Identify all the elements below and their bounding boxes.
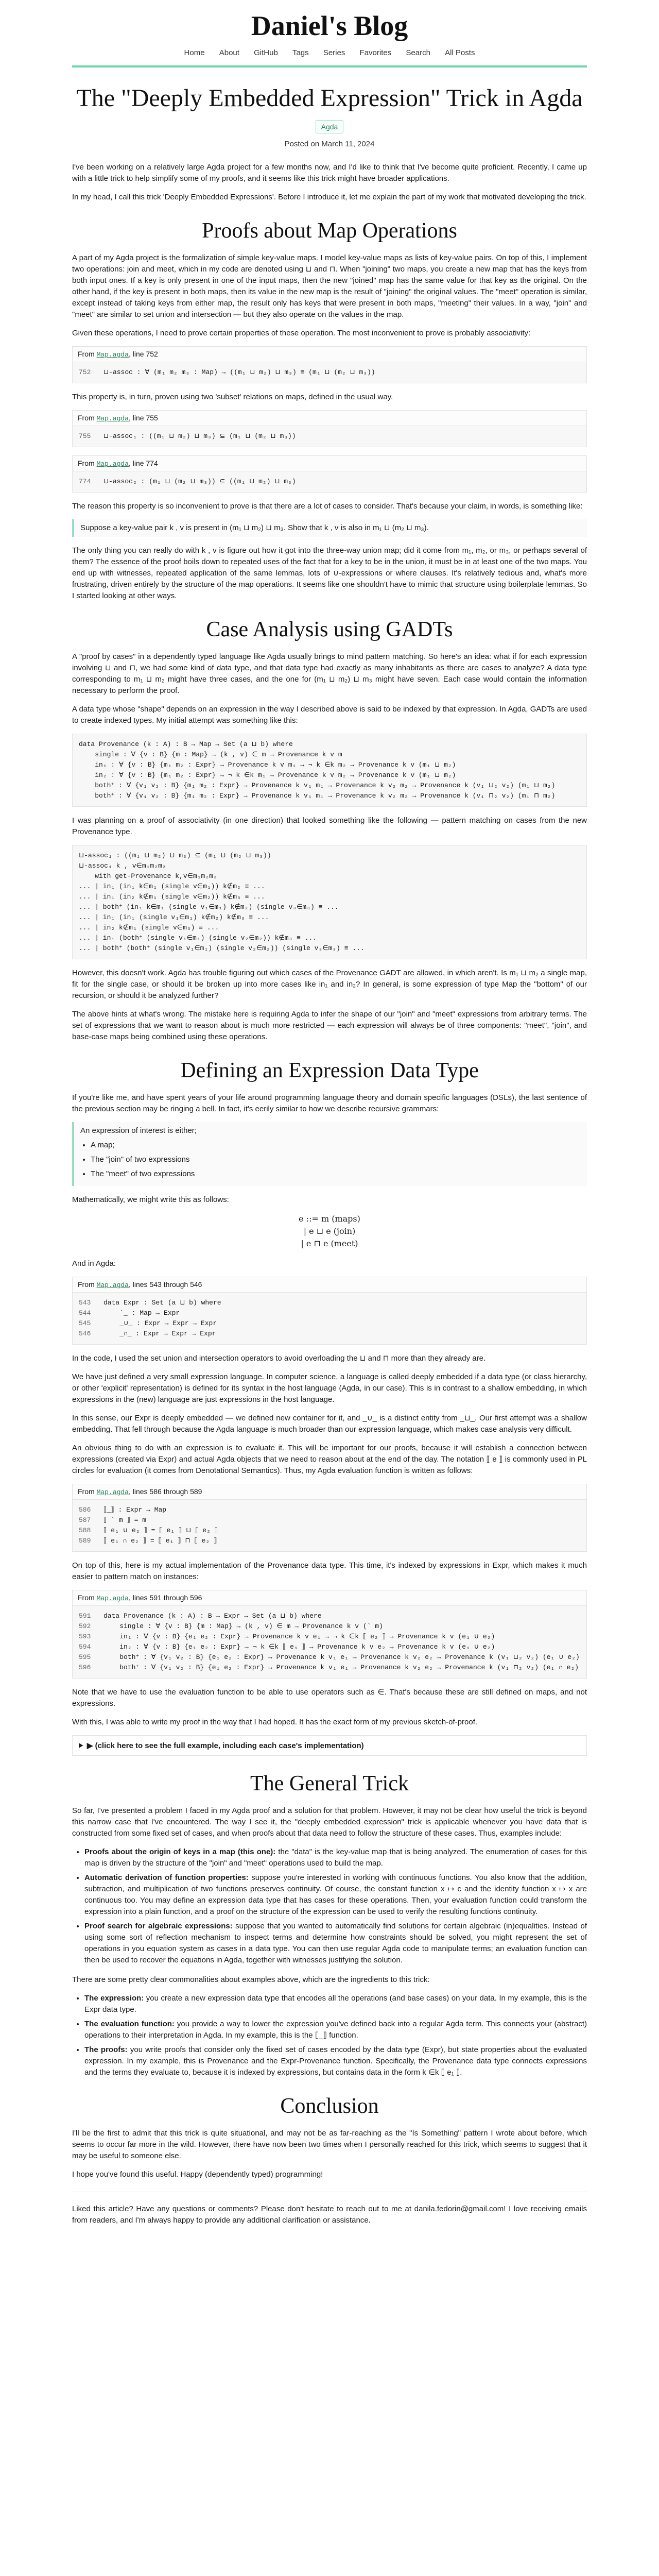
file-link[interactable]: Map.agda [96,1595,129,1602]
accent-bar [72,65,587,67]
paragraph: A data type whose "shape" depends on an expression in the way I described above is said to be indexed by that expression. In Agda, GADTs are used to create indexed types. My initial attempt was something like this: [72,705,587,725]
full-example-summary[interactable]: ▶ (click here to see the full example, including each case's implementation) [86,1741,364,1750]
paragraph: However, this doesn't work. Agda has trouble figuring out which cases of the Provenance GADT are allowed, in which aren't. Is m₁ ⊔ m₂ a single map, fit for the single case, or should it be broken up into more cases like in₁ and in₂? In general, is some expression of type Map the "bottom" of our recursion, or should it be analyzed further? [72,969,587,1000]
code-block: 543 data Expr : Set (a ⊔ b) where 544 `_ : Map → Expr 545 _∪_ : Expr → Expr → Expr 546 _∩_ : Expr → Expr → Expr [73,1293,586,1344]
tag-agda[interactable]: Agda [316,120,344,133]
paragraph: With this, I was able to write my proof in the way that I had hoped. It has the exact form of my previous sketch-of-proof. [72,1718,478,1726]
paragraph: There are some pretty clear commonalities about examples above, which are the ingredients to this trick: [72,1975,430,1984]
paragraph: The reason this property is so inconvenient to prove is that there are a lot of cases to consider. That's because your claim, in words, is something like: [72,502,583,511]
file-link[interactable]: Map.agda [96,351,129,359]
nav-home[interactable]: Home [184,48,205,57]
code-snippet [72,410,587,447]
tag-row [72,120,587,133]
file-link[interactable]: Map.agda [96,460,129,468]
list-item: • The proofs: you write proofs that consider only the fixed set of cases encoded by the data type (Expr), but state properties about the evaluated expression. In my example, this is Provenance and the Expr-Provenance function. Specifically, the Provenance data type connects expressions and the terms they evaluate to, because it is indexed by expressions, but contains data in the form k ∈k ⟦ e₁ ⟧. [84,2044,587,2078]
paragraph: Given these operations, I need to prove certain properties of these operation. The most inconvenient to prove is probably associativity: [72,329,531,337]
paragraph: Note that we have to use the evaluation function to be able to use operators such as ∈. That's because these are still defined on maps, and not expressions. [72,1688,587,1708]
section-heading-expr-type: Defining an Expression Data Type [180,1059,479,1082]
paragraph: So far, I've presented a problem I faced in my Agda proof and a solution for that problem. However, it may not be clear how useful the trick is beyond this narrow case that I've encountered. The way I see it, the "deeply embedded expression" trick is applicable whenever you have data that is constructed from some fixed set of cases, and when proofs about that data need to follow the structure of these cases. Thus, examples include: [72,1806,587,1838]
section-heading-conclusion: Conclusion [280,2094,379,2118]
paragraph: If you're like me, and have spent years of your life around programming language theory and domain specific languages (DSLs), the last sentence of the previous section may be ringing a bell. In fact, it's eerily similar to how we describe recursive grammars: [72,1093,587,1113]
intro-paragraph-1: I've been working on a relatively large Agda project for a few months now, and I'd like to think that I've become quite proficient. Recently, I came up with a little trick to help simplify some of my proofs, and it seems like this trick might have broader applications. [72,163,587,183]
section-heading-general-trick: The General Trick [250,1772,409,1795]
code-source: From Map.agda, line 752 [73,347,586,362]
code-snippet [72,1484,587,1552]
code-source: From Map.agda, line 755 [73,411,586,426]
site-header [72,0,587,57]
paragraph: In the code, I used the set union and intersection operators to avoid overloading the ⊔ and ⊓ more than they already are. [72,1354,486,1363]
code-source: From Map.agda, line 774 [73,456,586,471]
list-item: • Proof search for algebraic expressions: suppose that you wanted to automatically find solutions for certain algebraic (in)equalities. Instead of using some sort of reflection mechanism to inspect terms and determine how constraints should be solved, you might represent the set of operations in you equation system as cases in a data type. You can then use regular Agda code to manipulate terms; an evaluation function can then be used to recover the equations in Agda, together with witnesses justifying the solution. [84,1921,587,1966]
site-title[interactable]: Daniel's Blog [251,10,408,41]
nav-tags[interactable]: Tags [292,48,309,57]
list-item: • The expression: you create a new expression data type that encodes all the operations (and base cases) on your data. In my example, this is the Expr data type. [84,1993,587,2015]
code-block: 755 ⊔-assoc₁ : ((m₁ ⊔ m₂) ⊔ m₃) ⊆ (m₁ ⊔ (m₂ ⊔ m₃)) [73,426,586,447]
paragraph: The only thing you can really do with k , v is figure out how it got into the three-way union map; did it come from m₁, m₂, or m₃, or perhaps several of them? The essence of the proof boils down to repeated uses of the fact that for a key to be in the union, it must be in at least one of the two maps. You end up with witnesses, repeated application of the same lemmas, lots of ∪-expressions or where clauses. It's relatively tedious and, what's more frustrating, driven entirely by the structure of the map operations. It seems like one shouldn't have to mimic that structure using boilerplate lemmas. So I started looking at other ways. [72,546,587,600]
file-link[interactable]: Map.agda [96,415,129,422]
post-title: The "Deeply Embedded Expression" Trick in Agda [76,84,583,112]
site-nav [72,48,587,57]
code-snippet [72,346,587,383]
paragraph: A part of my Agda project is the formalization of simple key-value maps. I model key-value maps as lists of key-value pairs. On top of this, I implement two operations: join and meet, which in my code are denoted using ⊔ and ⊓. When "joining" two maps, you create a new map that has the keys from both input ones. If a key is only present in one of the input maps, then the new "joined" map has the same value for that key as the original. On the other hand, if the key is present in both maps, then its value in the new map is the result of "joining" the original values. The "meet" operation is similar, except instead of taking keys from either map, the result only has keys that were present in both maps, "meeting" their values. In a way, "join" and "meet" are similar to set union and intersection — but they also operate on the values in the map. [72,253,587,319]
nav-search[interactable]: Search [406,48,430,57]
paragraph: We have just defined a very small expression language. In computer science, a language is called deeply embedded if a data type (or class hierarchy, or other 'explicit' representation) is defined for its syntax in the host language (Agda, in our case). This is in contrast to a shallow embedding, in which expressions in the (new) language are just expressions in the host language. [72,1372,587,1404]
nav-github[interactable]: GitHub [254,48,278,57]
paragraph: I hope you've found this useful. Happy (dependently typed) programming! [72,2170,323,2179]
math-grammar: e ::= m (maps) | e ⊔ e (join) | e ⊓ e (meet) [299,1214,360,1248]
code-snippet [72,1277,587,1345]
nav-favorites[interactable]: Favorites [359,48,392,57]
code-snippet [72,1590,587,1679]
code-block: data Provenance (k : A) : B → Map → Set (a ⊔ b) where single : ∀ {v : B} {m : Map} → (k , v) ∈ m → Provenance k v m in₁ : ∀ {v : B} {m₁ m₂ : Expr} → Provenance k v m₁ → ¬ k ∈k m₂ → Provenance k v (m₁ ⊔ m₂) in₂ : ∀ {v : B} {m₁ m₂ : Expr} → ¬ k ∈k m₁ → Provenance k v m₂ → Provenance k v (m₁ ⊔ m₂) both⁺ : ∀ {v₁ v₂ : B} {m₁ m₂ : Expr} → Provenance k v₁ m₁ → Provenance k v₂ m₂ → Provenance k (v₁ ⊔₂ v₂) (m₁ ⊔ m₂) both⁺ : ∀ {v₁ v₂ : B} {m₁ m₂ : Expr} → Provenance k v₁ m₁ → Provenance k v₂ m₂ → Provenance k (v₁ ⊓₂ v₂) (m₁ ⊓ m₂) [73,734,586,806]
quote-grammar: An expression of interest is either; • A map; • The "join" of two expressions • The "meet" of two expressions [72,1122,587,1186]
nav-about[interactable]: About [219,48,239,57]
paragraph: In this sense, our Expr is deeply embedded — we defined new container for it, and _∪_ is a distinct entity from _⊔_. Our first attempt was a shallow embedding. That fell through because the Agda language is much broader than our expression language, which makes case analysis very difficult. [72,1414,587,1434]
example-list [84,1846,587,1966]
section-heading-gadts: Case Analysis using GADTs [206,618,453,641]
code-block: 591 data Provenance (k : A) : B → Expr → Set (a ⊔ b) where 592 single : ∀ {v : B} {m : Map} → (k , v) ∈ m → Provenance k v (` m) 593 in₁ : ∀ {v : B} {e₁ e₂ : Expr} → Provenance k v e₁ → ¬ k ∈k ⟦ e₂ ⟧ → Provenance k v (e₁ ∪ e₂) 594 in₂ : ∀ {v : B} {e₁ e₂ : Expr} → ¬ k ∈k ⟦ e₁ ⟧ → Provenance k v e₂ → Provenance k v (e₁ ∪ e₂) 595 both⁺ : ∀ {v₁ v₂ : B} {e₁ e₂ : Expr} → Provenance k v₁ e₁ → Provenance k v₂ e₂ → Provenance k (v₁ ⊔₂ v₂) (e₁ ∪ e₂) 596 both⁺ : ∀ {v₁ v₂ : B} {e₁ e₂ : Expr} → Provenance k v₁ e₁ → Provenance k v₂ e₂ → Provenance k (v₁ ⊓₂ v₂) (e₁ ∩ e₂) [73,1606,586,1678]
paragraph: This property is, in turn, proven using two 'subset' relations on maps, defined in the usual way. [72,393,393,401]
list-item: • Automatic derivation of function properties: suppose you're interested in working with continuous functions. You also know that the addition, subtraction, and multiplication of two functions preserves continuity. Of course, the constant function x ↦ c and the identity function x ↦ x are continuous too. You may define an expression data type that has cases for these operations. Then, your evaluation function could transform the expression into a plain function, and a proof on the structure of the expression can be used to verify the resulting functions continuity. [84,1872,587,1918]
code-source: From Map.agda, lines 591 through 596 [73,1590,586,1606]
code-snippet [72,455,587,493]
full-example-details[interactable] [72,1735,587,1756]
file-link[interactable]: Map.agda [96,1488,129,1496]
paragraph: On top of this, here is my actual implementation of the Provenance data type. This time, it's indexed by expressions in Expr, which makes it much easier to pattern match on instances: [72,1561,587,1581]
list-item: • A map; [91,1140,581,1151]
paragraph: I was planning on a proof of associativity (in one direction) that looked something like the following — pattern matching on cases from the new Provenance type. [72,816,587,836]
paragraph: And in Agda: [72,1259,116,1268]
file-link[interactable]: Map.agda [96,1281,129,1289]
paragraph: A "proof by cases" in a dependently typed language like Agda usually brings to mind pattern matching. So here's an idea: what if for each expression involving ⊔ and ⊓, we had some kind of data type, and that data type had exactly as many inhabitants as there are cases to analyze? A data type corresponding to m₁ ⊔ m₂ might have three cases, and the one for (m₁ ⊔ m₂) ⊔ m₃ might have seven. Each case would contain the information necessary to perform the proof. [72,652,587,695]
list-item: • The evaluation function: you provide a way to lower the expression you've defined back into a regular Agda term. This connects your (abstract) operations to their interpretation in Agda. In my example, this is the ⟦_⟧ function. [84,2019,587,2041]
code-block: 586 ⟦_⟧ : Expr → Map 587 ⟦ ` m ⟧ = m 588 ⟦ e₁ ∪ e₂ ⟧ = ⟦ e₁ ⟧ ⊔ ⟦ e₂ ⟧ 589 ⟦ e₁ ∩ e₂ ⟧ = ⟦ e₁ ⟧ ⊓ ⟦ e₂ ⟧ [73,1500,586,1551]
code-snippet [72,734,587,807]
quote-claim: Suppose a key-value pair k , v is present in (m₁ ⊔ m₂) ⊔ m₃. Show that k , v is also in m₁ ⊔ (m₂ ⊔ m₃). [72,519,587,537]
paragraph: I'll be the first to admit that this trick is quite situational, and may not be as far-reaching as the "Is Something" pattern I wrote about before, which seems to occur far more in the wild. However, there have now been two times when I personally reached for this trick, which seems to suggest that it may be useful to someone else. [72,2129,587,2160]
ingredients-list [84,1993,587,2078]
list-item: • The "join" of two expressions [91,1154,581,1165]
post-date: Posted on March 11, 2024 [284,140,375,148]
paragraph: The above hints at what's wrong. The mistake here is requiring Agda to infer the shape of our "join" and "meet" expressions from arbitrary terms. The set of expressions that we want to reason about is much more restricted — each expression will always be of three components: "meet", "join", and base-case maps being combined using these operations. [72,1010,587,1041]
footer-note: Liked this article? Have any questions or comments? Please don't hesitate to reach out to me at danila.fedorin@gmail.com! I love receiving emails from readers, and I'm always happy to provide any additional clarification or assistance. [72,2205,587,2225]
nav-all-posts[interactable]: All Posts [445,48,475,57]
code-block: ⊔-assoc₁ : ((m₁ ⊔ m₂) ⊔ m₃) ⊆ (m₁ ⊔ (m₂ ⊔ m₃)) ⊔-assoc₁ k , v∈m₁m₂m₃ with get-Provenance k,v∈m₁m₂m₃ ... | in₁ (in₁ k∈m₁ (single v∈m₁)) k∉m₂ ≡ ... ... | in₁ (in₂ k∉m₁ (single v∈m₂)) k∉m₃ ≡ ... ... | both⁺ (in₁ k∈m₁ (single v₁∈m₁) k∉m₂) (single v₃∈m₃) ≡ ... ... | in₁ (in₁ (single v₁∈m₁) k∉m₂) k∉m₃ ≡ ... ... | in₂ k∉m₁ (single v∈m₃) ≡ ... ... | in₁ (both⁺ (single v₁∈m₁) (single v₂∈m₂)) k∉m₃ ≡ ... ... | both⁺ (both⁺ (single v₁∈m₁) (single v₂∈m₂)) (single v₃∈m₃) ≡ ... [73,845,586,959]
code-snippet [72,845,587,959]
section-heading-map-ops: Proofs about Map Operations [202,219,457,243]
code-source: From Map.agda, lines 586 through 589 [73,1484,586,1500]
code-block: 774 ⊔-assoc₂ : (m₁ ⊔ (m₂ ⊔ m₃)) ⊆ ((m₁ ⊔ m₂) ⊔ m₃) [73,471,586,492]
intro-paragraph-2: In my head, I call this trick 'Deeply Embedded Expressions'. Before I introduce it, let me explain the part of my work that motivated developing the trick. [72,193,586,201]
page [72,0,587,2226]
list-item: • Proofs about the origin of keys in a map (this one): the "data" is the key-value map that is being analyzed. The enumeration of cases for this map is driven by the structure of the "join" and "meet" operations used to build the map. [84,1846,587,1869]
paragraph: An obvious thing to do with an expression is to evaluate it. This will be important for our proofs, because it will establish a connection between expressions (created via Expr) and actual Agda objects that we need to reason about at the end of the day. The notation ⟦ e ⟧ is commonly used in PL circles for evaluation (it comes from Denotational Semantics). Thus, my Agda evaluation function is written as follows: [72,1444,587,1475]
code-source: From Map.agda, lines 543 through 546 [73,1277,586,1293]
list-item: • The "meet" of two expressions [91,1168,581,1180]
code-block: 752 ⊔-assoc : ∀ (m₁ m₂ m₃ : Map) → ((m₁ ⊔ m₂) ⊔ m₃) ≡ (m₁ ⊔ (m₂ ⊔ m₃)) [73,362,586,383]
paragraph: Mathematically, we might write this as follows: [72,1195,229,1204]
nav-series[interactable]: Series [323,48,345,57]
